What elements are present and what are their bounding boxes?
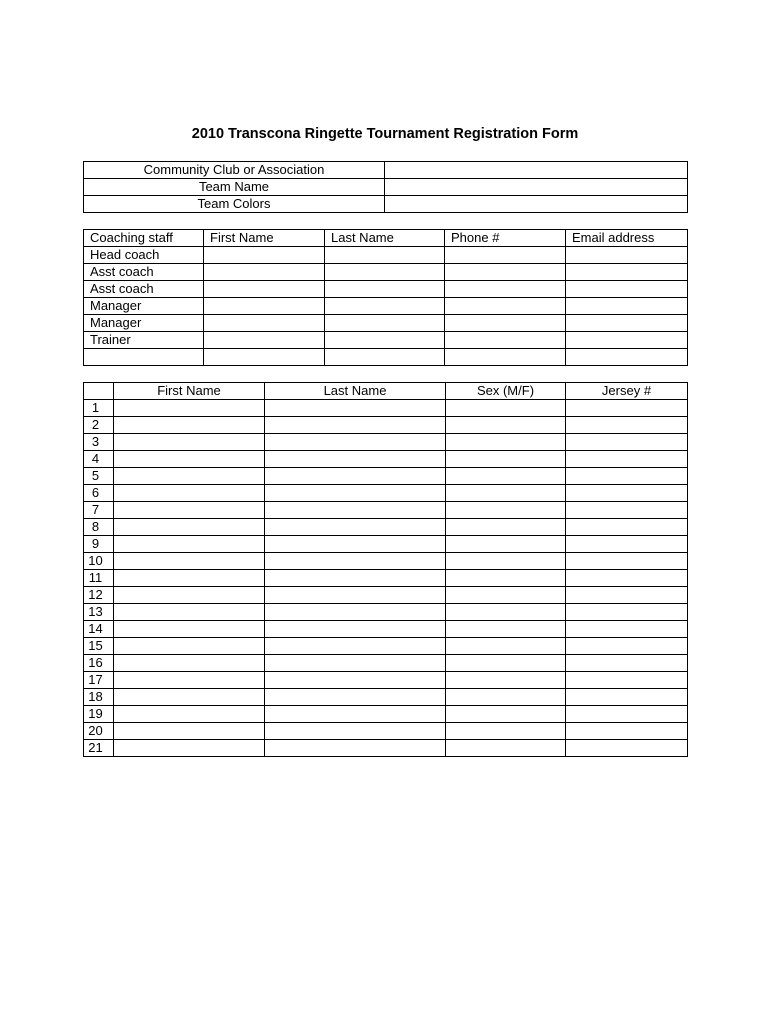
roster-entry-cell[interactable] xyxy=(566,400,688,417)
roster-entry-cell[interactable] xyxy=(265,485,446,502)
roster-row-number: 16 xyxy=(84,655,114,672)
coaching-staff-table xyxy=(83,229,688,366)
roster-row-number: 11 xyxy=(84,570,114,587)
roster-row xyxy=(84,417,688,434)
roster-row xyxy=(84,485,688,502)
roster-entry-cell[interactable] xyxy=(446,502,566,519)
roster-entry-cell[interactable] xyxy=(265,723,446,740)
roster-entry-cell[interactable] xyxy=(566,740,688,757)
roster-row xyxy=(84,672,688,689)
roster-row-number: 5 xyxy=(84,468,114,485)
staff-entry-cell[interactable] xyxy=(445,281,566,298)
staff-entry-cell[interactable] xyxy=(325,247,445,264)
roster-entry-cell[interactable] xyxy=(566,672,688,689)
roster-column-header: Jersey # xyxy=(566,383,688,400)
roster-row-number: 12 xyxy=(84,587,114,604)
staff-column-header: First Name xyxy=(204,230,325,247)
roster-entry-cell[interactable] xyxy=(446,689,566,706)
staff-role-label: Asst coach xyxy=(84,264,204,281)
roster-entry-cell[interactable] xyxy=(446,740,566,757)
roster-entry-cell[interactable] xyxy=(446,723,566,740)
roster-entry-cell[interactable] xyxy=(265,587,446,604)
roster-row xyxy=(84,502,688,519)
roster-row-number: 19 xyxy=(84,706,114,723)
staff-role-label: Manager xyxy=(84,298,204,315)
roster-entry-cell[interactable] xyxy=(265,706,446,723)
roster-entry-cell[interactable] xyxy=(446,485,566,502)
roster-entry-cell[interactable] xyxy=(114,417,265,434)
roster-row xyxy=(84,604,688,621)
team-info-value-field[interactable] xyxy=(385,196,688,213)
roster-entry-cell[interactable] xyxy=(114,536,265,553)
roster-row xyxy=(84,468,688,485)
roster-row xyxy=(84,740,688,757)
roster-entry-cell[interactable] xyxy=(265,468,446,485)
roster-entry-cell[interactable] xyxy=(114,621,265,638)
roster-entry-cell[interactable] xyxy=(446,553,566,570)
roster-entry-cell[interactable] xyxy=(114,519,265,536)
roster-entry-cell[interactable] xyxy=(265,434,446,451)
roster-entry-cell[interactable] xyxy=(446,434,566,451)
roster-row xyxy=(84,655,688,672)
roster-row-number: 2 xyxy=(84,417,114,434)
roster-row-number: 21 xyxy=(84,740,114,757)
roster-row-number: 8 xyxy=(84,519,114,536)
staff-entry-cell[interactable] xyxy=(204,332,325,349)
roster-entry-cell[interactable] xyxy=(114,689,265,706)
roster-entry-cell[interactable] xyxy=(446,655,566,672)
team-info-label: Team Colors xyxy=(84,196,385,213)
roster-entry-cell[interactable] xyxy=(265,689,446,706)
team-info-value-field[interactable] xyxy=(385,179,688,196)
roster-entry-cell[interactable] xyxy=(566,570,688,587)
roster-entry-cell[interactable] xyxy=(265,502,446,519)
staff-entry-cell[interactable] xyxy=(566,315,688,332)
staff-role-label: Trainer xyxy=(84,332,204,349)
staff-row xyxy=(84,264,688,281)
staff-role-label xyxy=(84,349,204,366)
roster-entry-cell[interactable] xyxy=(446,621,566,638)
team-info-row xyxy=(84,196,688,213)
roster-row xyxy=(84,570,688,587)
roster-row-number: 13 xyxy=(84,604,114,621)
roster-row-number: 14 xyxy=(84,621,114,638)
roster-entry-cell[interactable] xyxy=(265,570,446,587)
staff-row xyxy=(84,281,688,298)
roster-entry-cell[interactable] xyxy=(566,485,688,502)
roster-entry-cell[interactable] xyxy=(265,519,446,536)
roster-entry-cell[interactable] xyxy=(566,655,688,672)
staff-column-header: Coaching staff xyxy=(84,230,204,247)
roster-row-number: 4 xyxy=(84,451,114,468)
roster-row xyxy=(84,434,688,451)
staff-entry-cell[interactable] xyxy=(566,349,688,366)
roster-row-number: 17 xyxy=(84,672,114,689)
roster-row xyxy=(84,536,688,553)
roster-entry-cell[interactable] xyxy=(114,485,265,502)
roster-column-header: Last Name xyxy=(265,383,446,400)
roster-entry-cell[interactable] xyxy=(114,706,265,723)
staff-entry-cell[interactable] xyxy=(566,247,688,264)
staff-role-label: Asst coach xyxy=(84,281,204,298)
staff-entry-cell[interactable] xyxy=(325,264,445,281)
roster-entry-cell[interactable] xyxy=(446,417,566,434)
staff-row xyxy=(84,247,688,264)
roster-column-header: First Name xyxy=(114,383,265,400)
roster-row xyxy=(84,400,688,417)
roster-row-number: 15 xyxy=(84,638,114,655)
roster-row-number: 9 xyxy=(84,536,114,553)
staff-entry-cell[interactable] xyxy=(445,315,566,332)
roster-entry-cell[interactable] xyxy=(114,553,265,570)
roster-column-header: Sex (M/F) xyxy=(446,383,566,400)
roster-entry-cell[interactable] xyxy=(566,689,688,706)
roster-entry-cell[interactable] xyxy=(446,604,566,621)
roster-row-number: 1 xyxy=(84,400,114,417)
roster-header-row xyxy=(84,383,688,400)
staff-row xyxy=(84,298,688,315)
roster-entry-cell[interactable] xyxy=(265,417,446,434)
roster-entry-cell[interactable] xyxy=(265,740,446,757)
staff-column-header: Phone # xyxy=(445,230,566,247)
roster-entry-cell[interactable] xyxy=(566,604,688,621)
roster-entry-cell[interactable] xyxy=(265,655,446,672)
staff-entry-cell[interactable] xyxy=(325,349,445,366)
roster-entry-cell[interactable] xyxy=(265,638,446,655)
roster-entry-cell[interactable] xyxy=(114,468,265,485)
staff-entry-cell[interactable] xyxy=(204,281,325,298)
roster-row-number: 10 xyxy=(84,553,114,570)
form-title: 2010 Transcona Ringette Tournament Registration Form xyxy=(191,126,579,142)
roster-entry-cell[interactable] xyxy=(114,587,265,604)
staff-row xyxy=(84,349,688,366)
roster-entry-cell[interactable] xyxy=(114,451,265,468)
roster-entry-cell[interactable] xyxy=(446,672,566,689)
team-info-row xyxy=(84,162,688,179)
staff-entry-cell[interactable] xyxy=(325,332,445,349)
player-roster-table xyxy=(83,382,688,757)
roster-entry-cell[interactable] xyxy=(566,706,688,723)
roster-entry-cell[interactable] xyxy=(114,740,265,757)
roster-row-number: 3 xyxy=(84,434,114,451)
staff-entry-cell[interactable] xyxy=(445,332,566,349)
roster-entry-cell[interactable] xyxy=(566,638,688,655)
staff-entry-cell[interactable] xyxy=(566,298,688,315)
roster-entry-cell[interactable] xyxy=(265,536,446,553)
roster-entry-cell[interactable] xyxy=(446,536,566,553)
roster-entry-cell[interactable] xyxy=(446,587,566,604)
roster-entry-cell[interactable] xyxy=(566,417,688,434)
roster-entry-cell[interactable] xyxy=(265,621,446,638)
staff-entry-cell[interactable] xyxy=(566,281,688,298)
staff-entry-cell[interactable] xyxy=(445,349,566,366)
roster-entry-cell[interactable] xyxy=(566,723,688,740)
staff-entry-cell[interactable] xyxy=(445,264,566,281)
staff-role-label: Head coach xyxy=(84,247,204,264)
roster-entry-cell[interactable] xyxy=(265,451,446,468)
roster-row xyxy=(84,723,688,740)
roster-row-number: 6 xyxy=(84,485,114,502)
staff-entry-cell[interactable] xyxy=(566,264,688,281)
staff-entry-cell[interactable] xyxy=(325,315,445,332)
roster-entry-cell[interactable] xyxy=(566,519,688,536)
staff-role-label: Manager xyxy=(84,315,204,332)
team-info-table xyxy=(83,161,688,213)
roster-entry-cell[interactable] xyxy=(446,468,566,485)
staff-row xyxy=(84,332,688,349)
roster-entry-cell[interactable] xyxy=(114,400,265,417)
roster-entry-cell[interactable] xyxy=(566,553,688,570)
staff-entry-cell[interactable] xyxy=(325,298,445,315)
staff-entry-cell[interactable] xyxy=(204,298,325,315)
roster-entry-cell[interactable] xyxy=(566,502,688,519)
roster-entry-cell[interactable] xyxy=(265,553,446,570)
team-info-row xyxy=(84,179,688,196)
staff-row xyxy=(84,315,688,332)
roster-entry-cell[interactable] xyxy=(114,723,265,740)
roster-entry-cell[interactable] xyxy=(446,451,566,468)
roster-entry-cell[interactable] xyxy=(446,706,566,723)
roster-row-number: 18 xyxy=(84,689,114,706)
roster-row xyxy=(84,553,688,570)
roster-row xyxy=(84,621,688,638)
roster-entry-cell[interactable] xyxy=(265,400,446,417)
roster-row xyxy=(84,519,688,536)
roster-row-number: 7 xyxy=(84,502,114,519)
staff-entry-cell[interactable] xyxy=(204,349,325,366)
roster-row-number: 20 xyxy=(84,723,114,740)
roster-entry-cell[interactable] xyxy=(446,638,566,655)
roster-entry-cell[interactable] xyxy=(566,536,688,553)
staff-entry-cell[interactable] xyxy=(325,281,445,298)
roster-entry-cell[interactable] xyxy=(265,604,446,621)
staff-entry-cell[interactable] xyxy=(445,298,566,315)
roster-entry-cell[interactable] xyxy=(114,604,265,621)
staff-entry-cell[interactable] xyxy=(445,247,566,264)
roster-entry-cell[interactable] xyxy=(566,587,688,604)
staff-entry-cell[interactable] xyxy=(204,315,325,332)
roster-entry-cell[interactable] xyxy=(566,468,688,485)
roster-entry-cell[interactable] xyxy=(114,655,265,672)
roster-entry-cell[interactable] xyxy=(114,638,265,655)
staff-column-header: Email address xyxy=(566,230,688,247)
roster-row xyxy=(84,706,688,723)
roster-entry-cell[interactable] xyxy=(114,672,265,689)
staff-entry-cell[interactable] xyxy=(204,247,325,264)
roster-entry-cell[interactable] xyxy=(114,502,265,519)
roster-entry-cell[interactable] xyxy=(446,519,566,536)
staff-header-row xyxy=(84,230,688,247)
roster-entry-cell[interactable] xyxy=(446,400,566,417)
roster-row xyxy=(84,638,688,655)
team-info-label: Team Name xyxy=(84,179,385,196)
staff-entry-cell[interactable] xyxy=(566,332,688,349)
roster-entry-cell[interactable] xyxy=(114,434,265,451)
roster-entry-cell[interactable] xyxy=(265,672,446,689)
roster-entry-cell[interactable] xyxy=(566,451,688,468)
roster-row xyxy=(84,451,688,468)
roster-entry-cell[interactable] xyxy=(114,570,265,587)
roster-entry-cell[interactable] xyxy=(566,434,688,451)
roster-row xyxy=(84,689,688,706)
staff-entry-cell[interactable] xyxy=(204,264,325,281)
staff-column-header: Last Name xyxy=(325,230,445,247)
roster-row xyxy=(84,587,688,604)
roster-entry-cell[interactable] xyxy=(566,621,688,638)
roster-column-header xyxy=(84,383,114,400)
team-info-value-field[interactable] xyxy=(385,162,688,179)
team-info-label: Community Club or Association xyxy=(84,162,385,179)
roster-entry-cell[interactable] xyxy=(446,570,566,587)
